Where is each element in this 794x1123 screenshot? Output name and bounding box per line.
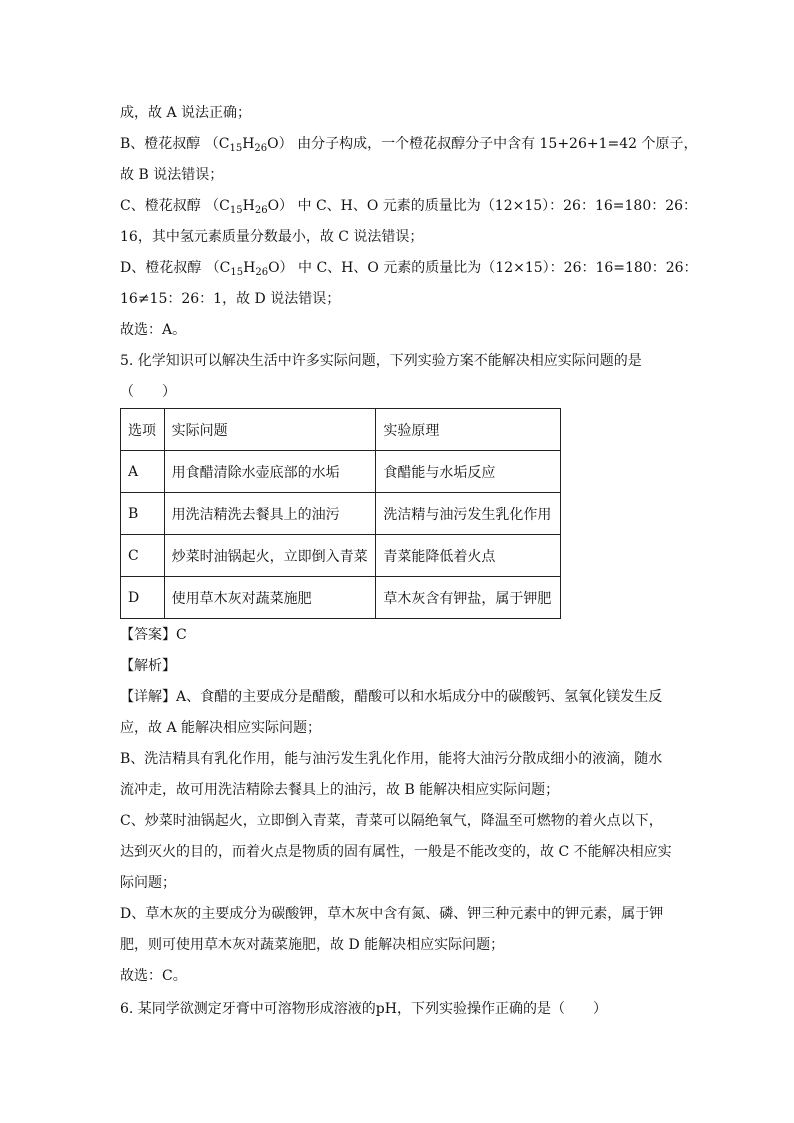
table-cell: 用洗洁精洗去餐具上的油污 (164, 493, 376, 535)
text-line: 故 B 说法错误； (120, 167, 224, 183)
analysis-line: 达到灭火的目的，而着火点是物质的固有属性，一般是不能改变的，故 C 不能解决相应实 (120, 844, 672, 860)
formula-text: C、橙花叔醇 $(C_{15}H_{26}O)$ 中 C、H、O 元素的质量比为（12×15）：26：16=180：26： (120, 198, 698, 216)
table-cell: B (121, 493, 165, 535)
analysis-line: 应，故 A 能解决相应实际问题； (120, 720, 322, 736)
text-line-with-formula (120, 196, 697, 216)
table-cell: 草木灰含有钾盐，属于钾肥 (376, 577, 561, 619)
table-cell: 炒菜时油锅起火，立即倒入青菜 (164, 535, 376, 577)
table-cell: 食醋能与水垢反应 (376, 451, 561, 493)
analysis-line: 故选：C。 (120, 968, 187, 984)
table-cell: 用食醋清除水壶底部的水垢 (164, 451, 376, 493)
options-table (120, 408, 561, 619)
table-row (121, 535, 561, 577)
table-cell: A (121, 451, 165, 493)
table-cell: 洗洁精与油污发生乳化作用 (376, 493, 561, 535)
table-cell: 使用草木灰对蔬菜施肥 (164, 577, 376, 619)
formula-text: B、橙花叔醇 $(C_{15}H_{26}O)$ 由分子构成，一个橙花叔醇分子中含有 15+26+1=42 个原子， (120, 136, 698, 154)
analysis-title: 【解析】 (120, 658, 176, 674)
table-header-row (121, 409, 561, 451)
analysis-line: 流冲走，故可用洗洁精除去餐具上的油污，故 B 能解决相应实际问题； (120, 782, 560, 798)
text-line-with-formula (120, 258, 698, 278)
text-line: 成，故 A 说法正确； (120, 105, 252, 121)
text-line: 故选：A。 (120, 322, 187, 338)
text-line-with-formula (120, 134, 698, 154)
formula-text: D、橙花叔醇 $(C_{15}H_{26}O)$ 中 C、H、O 元素的质量比为（12×15）：26：16=180：26： (120, 260, 698, 278)
question-6-stem: 6. 某同学欲测定牙膏中可溶物形成溶液的pH，下列实验操作正确的是（ ） (120, 1001, 607, 1017)
table-cell: 青菜能降低着火点 (376, 535, 561, 577)
table-header-cell: 选项 (121, 409, 165, 451)
table-cell: D (121, 577, 165, 619)
analysis-line: 【详解】A、食醋的主要成分是醋酸，醋酸可以和水垢成分中的碳酸钙、氢氧化镁发生反 (120, 689, 663, 705)
analysis-line: 肥，则可使用草木灰对蔬菜施肥，故 D 能解决相应实际问题； (120, 937, 505, 953)
table-header-cell: 实验原理 (376, 409, 561, 451)
analysis-line: 际问题； (120, 875, 176, 891)
analysis-line: D、草木灰的主要成分为碳酸钾，草木灰中含有氮、磷、钾三种元素中的钾元素，属于钾 (120, 906, 664, 922)
table-row (121, 493, 561, 535)
text-line: 16≠15：26：1，故 D 说法错误； (120, 291, 341, 307)
table-cell: C (121, 535, 165, 577)
analysis-line: B、洗洁精具有乳化作用，能与油污发生乳化作用，能将大油污分散成细小的液滴，随水 (120, 751, 663, 767)
table-row (121, 577, 561, 619)
table-header-cell: 实际问题 (164, 409, 376, 451)
table-row (121, 451, 561, 493)
question-5-stem: 5. 化学知识可以解决生活中许多实际问题，下列实验方案不能解决相应实际问题的是 (120, 353, 642, 369)
analysis-line: C、炒菜时油锅起火，立即倒入青菜，青菜可以隔绝氧气，降温至可燃物的着火点以下， (120, 813, 663, 829)
text-line: 16，其中氢元素质量分数最小，故 C 说法错误； (120, 229, 424, 245)
answer-line: 【答案】C (120, 627, 187, 643)
question-5-paren: （ ） (120, 384, 176, 400)
